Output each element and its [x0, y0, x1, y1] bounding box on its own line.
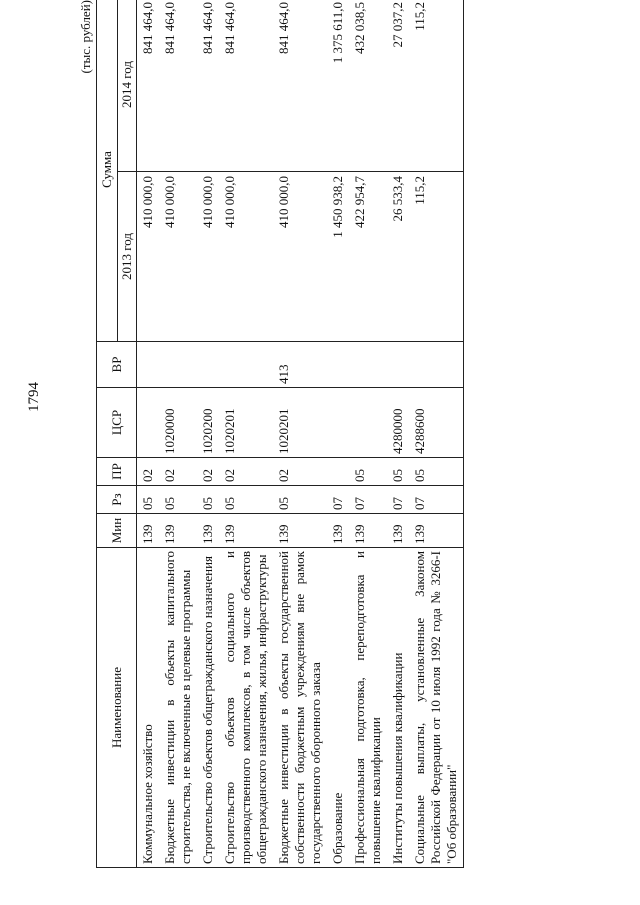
row-min: 139	[327, 514, 349, 548]
row-csr	[349, 388, 387, 458]
header-sum: Сумма	[97, 0, 118, 342]
row-name: Бюджетные инвестиции в объекты капитального строительства, не включенные в целевые программы	[159, 548, 197, 868]
header-2014: 2014 год	[118, 0, 137, 172]
row-vr	[409, 342, 464, 388]
row-name: Институты повышения квалификации	[387, 548, 409, 868]
row-pr: 02	[137, 458, 160, 486]
row-name: Образование	[327, 548, 349, 868]
row-2014: 841 464,0	[197, 0, 219, 172]
header-2013: 2013 год	[118, 172, 137, 342]
row-pr: 05	[349, 458, 387, 486]
row-rz: 07	[409, 486, 464, 514]
row-2013: 410 000,0	[219, 172, 273, 342]
row-2014: 841 464,0	[159, 0, 197, 172]
row-pr	[327, 458, 349, 486]
table-row	[197, 0, 219, 868]
budget-table-sheet	[74, 0, 634, 868]
row-csr: 1020200	[197, 388, 219, 458]
table-row	[409, 0, 464, 868]
row-pr: 02	[219, 458, 273, 486]
row-pr: 02	[197, 458, 219, 486]
table-row	[327, 0, 349, 868]
row-2013: 410 000,0	[159, 172, 197, 342]
row-rz: 05	[219, 486, 273, 514]
row-2014: 841 464,0	[137, 0, 160, 172]
table-header	[97, 0, 137, 868]
row-2013: 422 954,7	[349, 172, 387, 342]
row-csr	[137, 388, 160, 458]
row-vr	[159, 342, 197, 388]
row-2013: 115,2	[409, 172, 464, 342]
row-rz: 05	[137, 486, 160, 514]
row-min: 139	[273, 514, 327, 548]
row-name: Профессиональная подготовка, переподготовка и повышение квалификации	[349, 548, 387, 868]
table-row	[219, 0, 273, 868]
page-number: 1794	[26, 382, 42, 412]
row-min: 139	[387, 514, 409, 548]
row-2014: 841 464,0	[219, 0, 273, 172]
table-row	[159, 0, 197, 868]
table-body	[137, 0, 464, 868]
row-csr: 1020201	[219, 388, 273, 458]
row-2014: 1 375 611,0	[327, 0, 349, 172]
row-min: 139	[159, 514, 197, 548]
row-csr: 1020000	[159, 388, 197, 458]
row-min: 139	[197, 514, 219, 548]
row-csr	[327, 388, 349, 458]
row-vr	[327, 342, 349, 388]
header-vr: ВР	[97, 342, 137, 388]
row-vr	[349, 342, 387, 388]
row-vr	[219, 342, 273, 388]
row-2014: 432 038,5	[349, 0, 387, 172]
header-name: Наименование	[97, 548, 137, 868]
row-csr: 1020201	[273, 388, 327, 458]
row-2014: 115,2	[409, 0, 464, 172]
header-rz: Рз	[97, 486, 137, 514]
row-2013: 1 450 938,2	[327, 172, 349, 342]
row-rz: 05	[159, 486, 197, 514]
row-min: 139	[349, 514, 387, 548]
units-note: (тыс. рублей)	[78, 0, 93, 74]
header-min: Мин	[97, 514, 137, 548]
row-2013: 26 533,4	[387, 172, 409, 342]
row-2014: 841 464,0	[273, 0, 327, 172]
row-rz: 07	[349, 486, 387, 514]
header-pr: ПР	[97, 458, 137, 486]
row-pr: 02	[159, 458, 197, 486]
row-min: 139	[137, 514, 160, 548]
row-2014: 27 037,2	[387, 0, 409, 172]
table-row	[137, 0, 160, 868]
row-pr: 05	[409, 458, 464, 486]
row-2013: 410 000,0	[197, 172, 219, 342]
row-min: 139	[409, 514, 464, 548]
row-min: 139	[219, 514, 273, 548]
row-2013: 410 000,0	[137, 172, 160, 342]
row-rz: 05	[273, 486, 327, 514]
row-vr	[137, 342, 160, 388]
row-rz: 07	[387, 486, 409, 514]
row-rz: 07	[327, 486, 349, 514]
row-pr: 02	[273, 458, 327, 486]
table-row	[273, 0, 327, 868]
row-csr: 4280000	[387, 388, 409, 458]
row-vr: 413	[273, 342, 327, 388]
row-vr	[197, 342, 219, 388]
row-csr: 4288600	[409, 388, 464, 458]
header-csr: ЦСР	[97, 388, 137, 458]
row-name: Строительство объектов общегражданского назначения	[197, 548, 219, 868]
table-row	[349, 0, 387, 868]
budget-table	[96, 0, 464, 868]
row-vr	[387, 342, 409, 388]
row-name: Коммунальное хозяйство	[137, 548, 160, 868]
row-pr: 05	[387, 458, 409, 486]
row-2013: 410 000,0	[273, 172, 327, 342]
row-rz: 05	[197, 486, 219, 514]
row-name: Строительство объектов социального и производственного комплексов, в том числе объектов общегражданского назначения, жилья, инфраструктуры	[219, 548, 273, 868]
row-name: Социальные выплаты, установленные Законом Российской Федерации от 10 июля 1992 года № 3266-I "Об образовании"	[409, 548, 464, 868]
row-name: Бюджетные инвестиции в объекты государственной собственности бюджетным учреждениям вне рамок государственного оборонного заказа	[273, 548, 327, 868]
table-row	[387, 0, 409, 868]
